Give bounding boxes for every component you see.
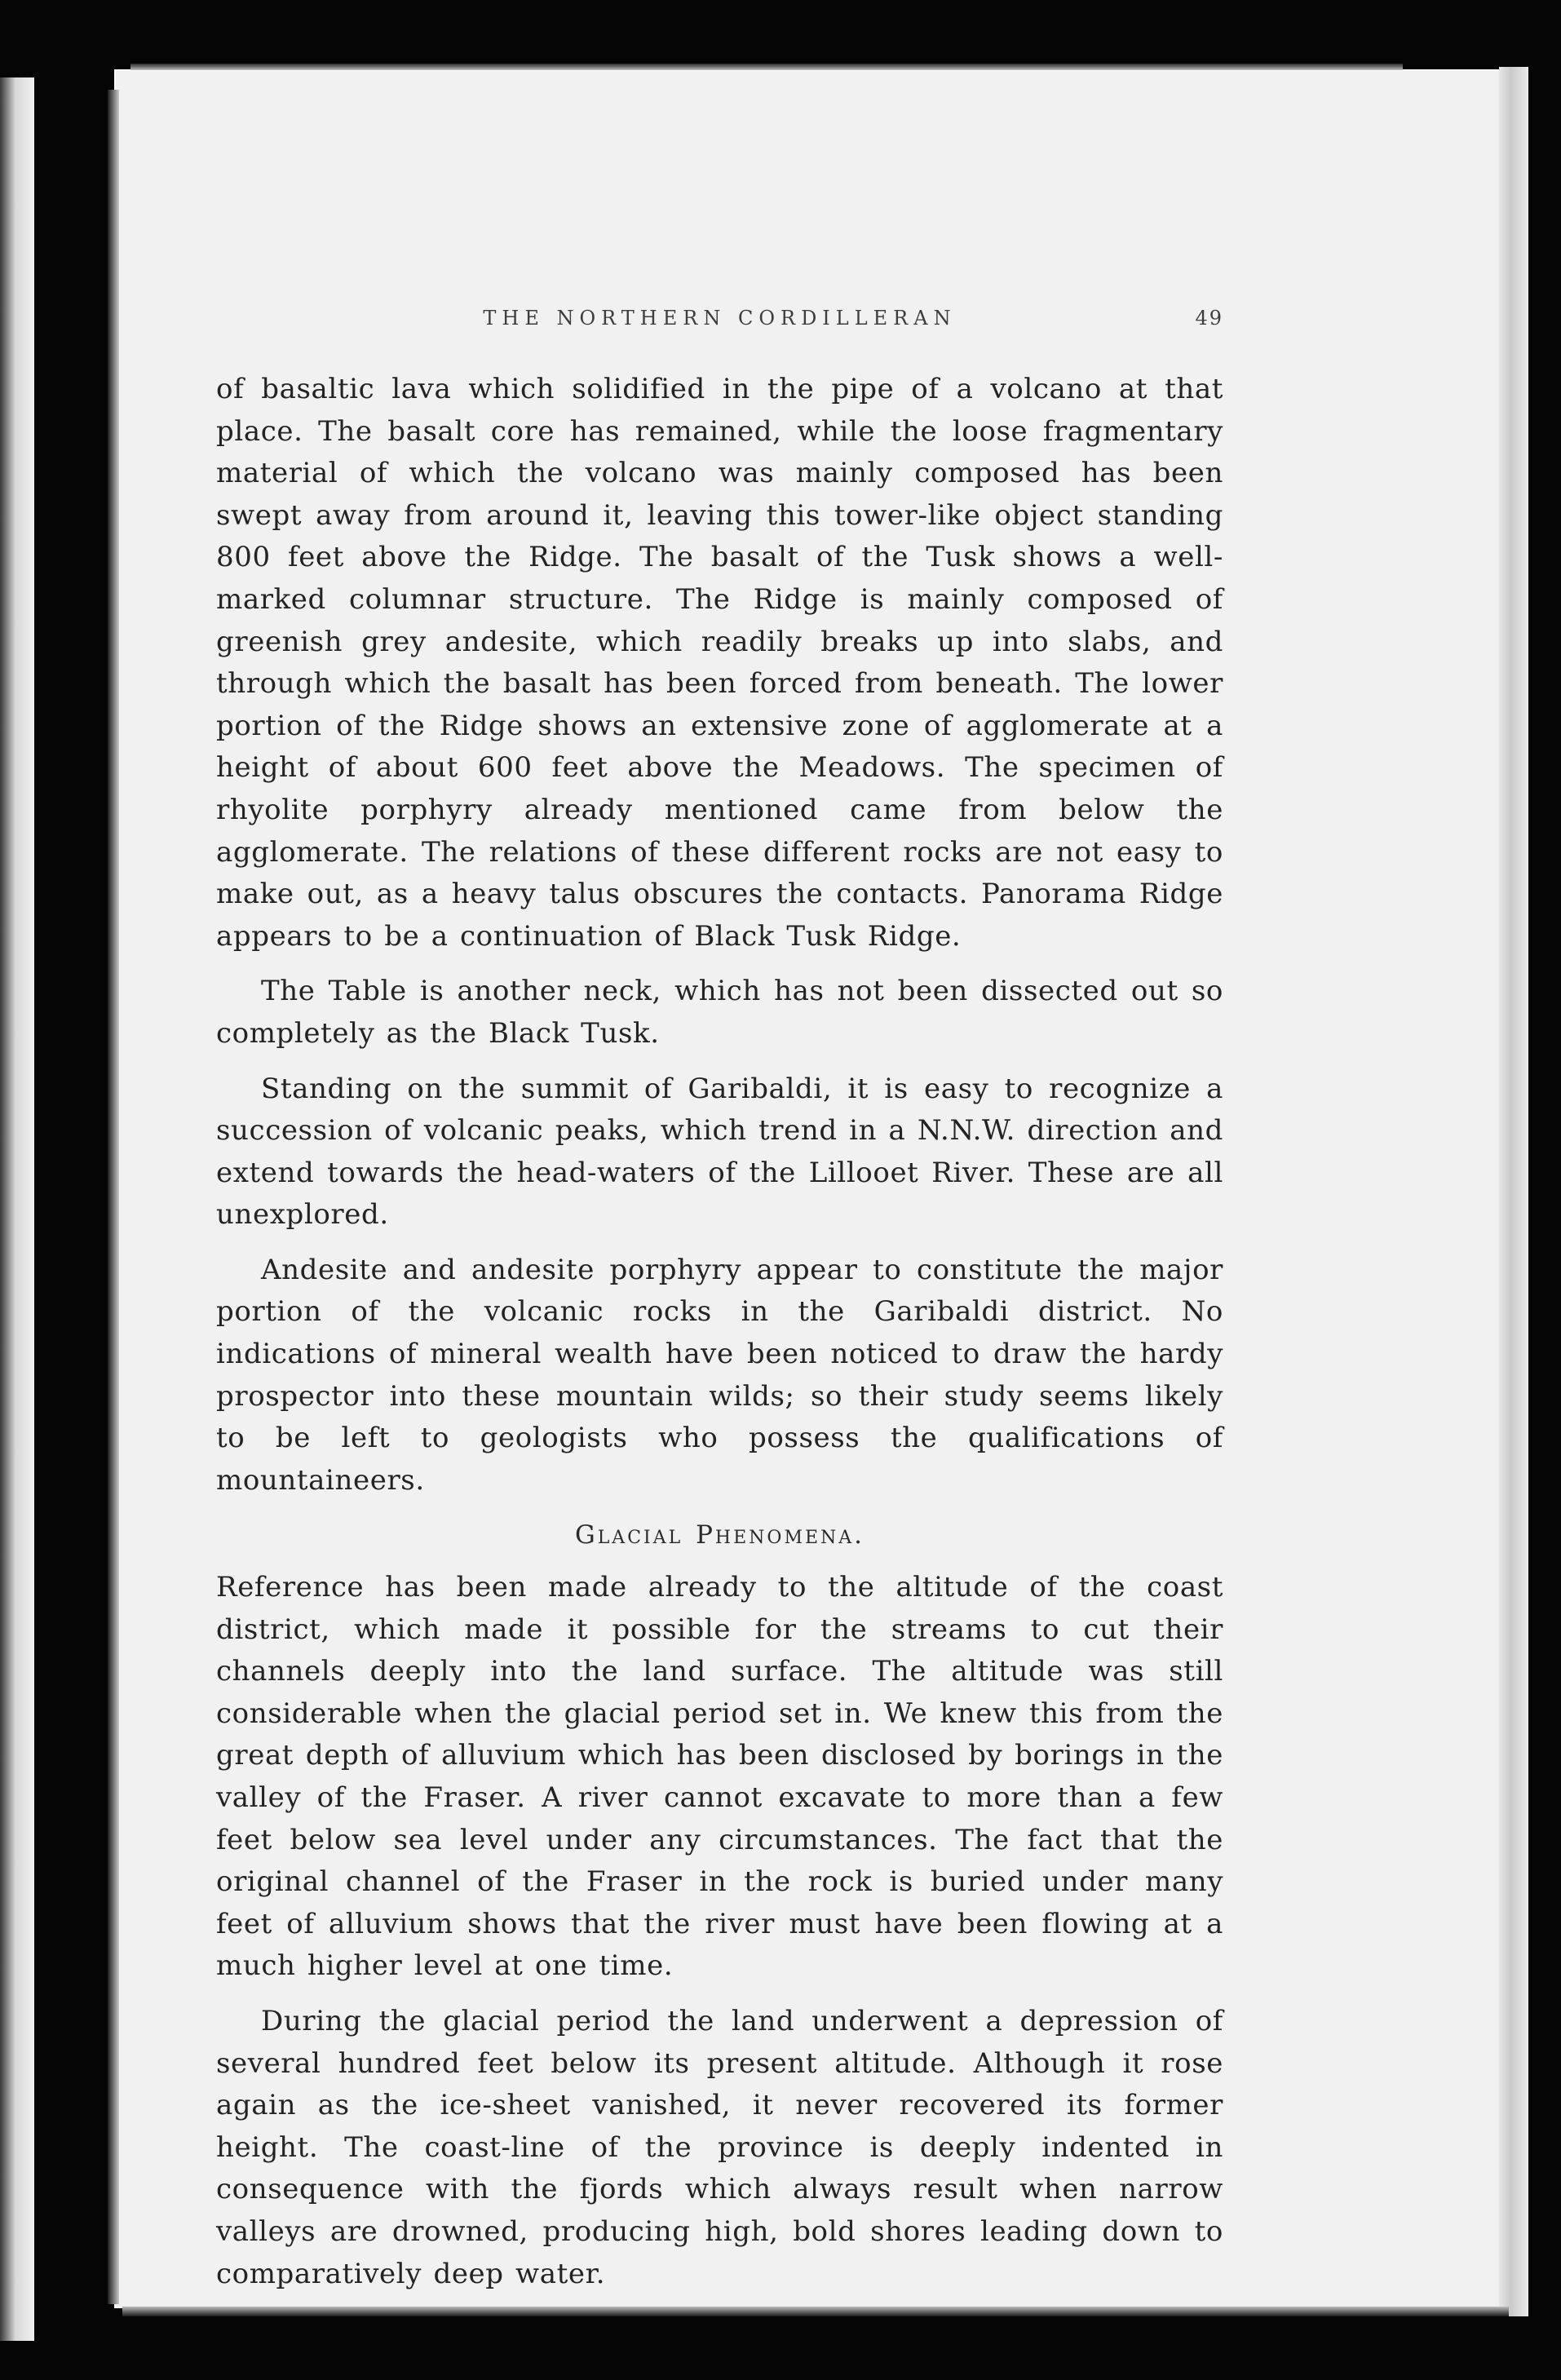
running-head — [216, 307, 1223, 339]
paragraph: Andesite and andesite porphyry appear to constitute the major portion of the volcanic rocks in the Garibaldi district. No indications of mineral wealth have been noticed to draw the hardy prospector into these mountain wilds; so their study seems likely to be left to geologists who possess the qualifications of mountaineers. — [216, 1253, 1223, 1497]
page-left-border — [108, 90, 119, 2304]
page-right-edge — [1499, 67, 1528, 2316]
paragraph: Standing on the summit of Garibaldi, it is easy to recognize a succession of volcanic peaks, which trend in a N.N.W. direction and extend towards the head-waters of the Lillooet River. These are all unexplored. — [216, 1072, 1223, 1232]
paragraph: During the glacial period the land underwent a depression of several hundred feet below its present altitude. Although it rose again as the ice-sheet vanished, it never recovered its former height. The coast-line of the province is deeply indented in consequence with the fjords which always result when narrow valleys are drowned, producing high, bold shores leading down to comparatively deep water. — [216, 2004, 1223, 2290]
paragraph: Reference has been made already to the altitude of the coast district, which made it possible for the streams to cut their channels deeply into the land surface. The altitude was still considerable when the glacial period set in. We knew this from the great depth of alluvium which has been disclosed by borings in the valley of the Fraser. A river cannot excavate to more than a few feet below sea level under any circumstances. The fact that the original channel of the Fraser in the rock is buried under many feet of alluvium shows that the river must have been flowing at a much higher level at one time. — [216, 1571, 1223, 1983]
paragraph: The Table is another neck, which has not been dissected out so completely as the Black Tusk. — [216, 975, 1223, 1050]
section-heading: Glacial Phenomena. — [574, 1520, 865, 1551]
running-head-title: THE NORTHERN CORDILLERAN — [483, 307, 957, 330]
page-number: 49 — [1195, 307, 1223, 330]
paragraph: of basaltic lava which solidified in the pipe of a volcano at that place. The basalt core has remained, while the loose fragmentary material of which the volcano was mainly composed has been swept away from around it, leaving this tower-like object standing 800 feet above the Ridge. The basalt of the Tusk shows a well-marked columnar structure. The Ridge is mainly composed of greenish grey andesite, which readily breaks up into slabs, and through which the basalt has been forced from beneath. The lower portion of the Ridge shows an extensive zone of agglomerate at a height of about 600 feet above the Meadows. The specimen of rhyolite porphyry already mentioned came from below the agglomerate. The relations of these different rocks are not easy to make out, as a heavy talus obscures the contacts. Panorama Ridge appears to be a continuation of Black Tusk Ridge. — [216, 373, 1223, 953]
body-text — [216, 369, 1223, 2308]
page-top-border — [130, 64, 1403, 70]
adjacent-page-edge — [0, 77, 34, 2341]
